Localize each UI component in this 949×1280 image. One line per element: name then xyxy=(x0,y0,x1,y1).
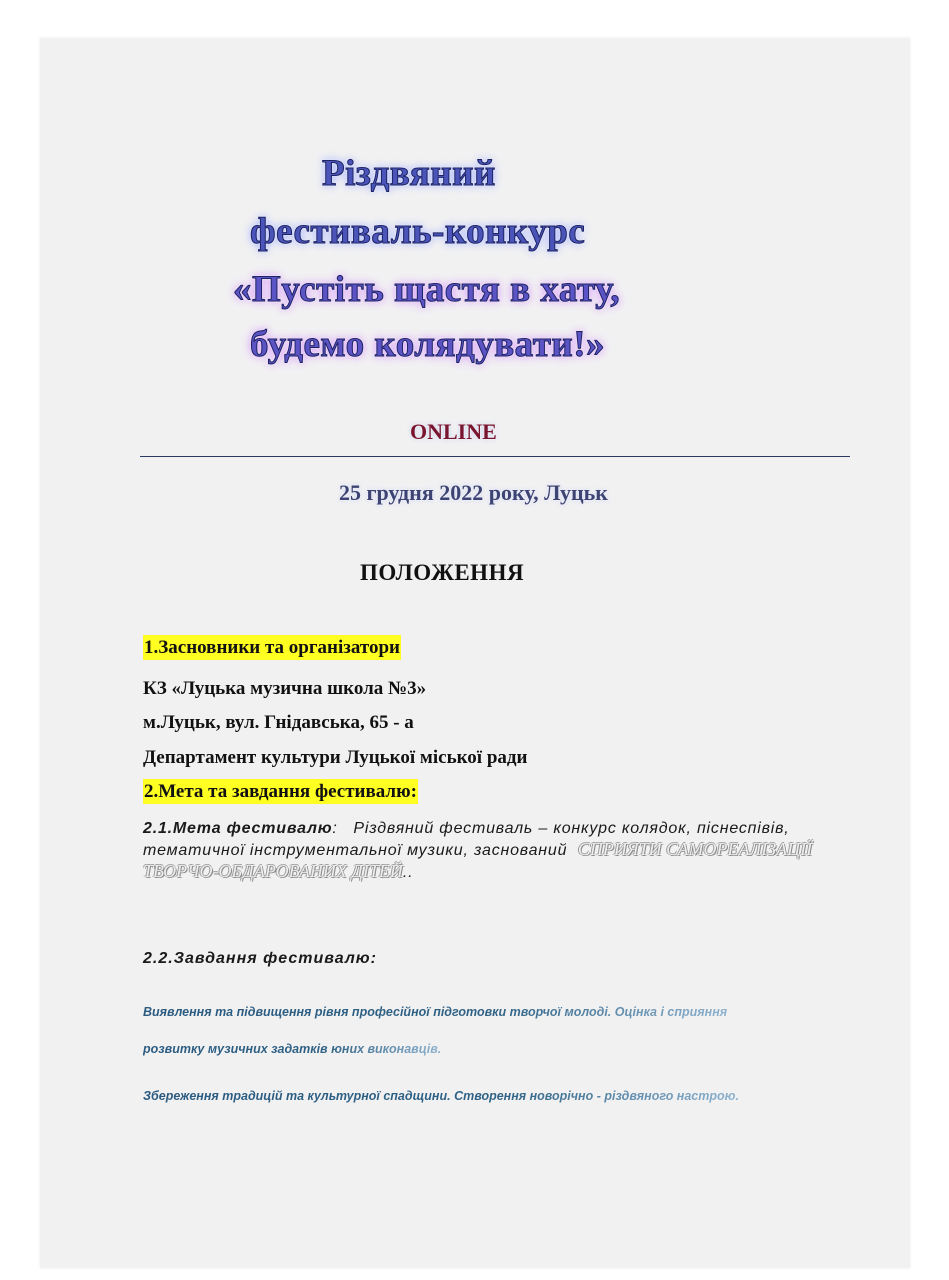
task-line: Виявлення та підвищення рівня професійної підготовки творчої молоді. Оцінка і сприяння xyxy=(143,1005,728,1019)
task-line: розвитку музичних задатків юних виконавців. xyxy=(143,1042,442,1056)
title-line-1: Різдвяний xyxy=(322,153,496,194)
online-label: ONLINE xyxy=(410,419,497,444)
task-line: Збереження традицій та культурної спадщини. Створення новорічно - різдвяного настрою. xyxy=(143,1089,739,1103)
section-1-line: м.Луцьк, вул. Гнідавська, 65 - а xyxy=(143,712,414,733)
document-heading: ПОЛОЖЕННЯ xyxy=(360,560,525,585)
section-2-title: 2.Мета та завдання фестивалю: xyxy=(144,781,417,802)
goal-colon: : xyxy=(332,820,338,837)
tasks-label: 2.2.Завдання фестивалю: xyxy=(143,950,377,967)
goal-emboss-text: СПРИЯТИ САМОРЕАЛІЗАЦІЇ ТВОРЧО-ОБДАРОВАНИХ ДІТЕЙ xyxy=(143,839,813,881)
title-line-3: «Пустіть щастя в хату, xyxy=(233,269,621,310)
section-1-line: КЗ «Луцька музична школа №3» xyxy=(143,678,427,699)
goal-label: 2.1.Мета фестивалю xyxy=(143,820,333,837)
section-1-title: 1.Засновники та організатори xyxy=(144,637,400,658)
goal-end: .. xyxy=(402,864,414,881)
title-line-2: фестиваль-конкурс xyxy=(250,211,586,252)
event-date: 25 грудня 2022 року, Луцьк xyxy=(339,480,608,505)
divider xyxy=(140,456,850,457)
goal-text: Різдвяний фестиваль – конкурс колядок, піснеспівів, тематичної інструментальної музики, заснований xyxy=(143,820,790,859)
section-1-line: Департамент культури Луцької міської ради xyxy=(143,747,528,768)
title-line-4: будемо колядувати!» xyxy=(250,324,606,365)
goal-paragraph xyxy=(143,818,843,883)
